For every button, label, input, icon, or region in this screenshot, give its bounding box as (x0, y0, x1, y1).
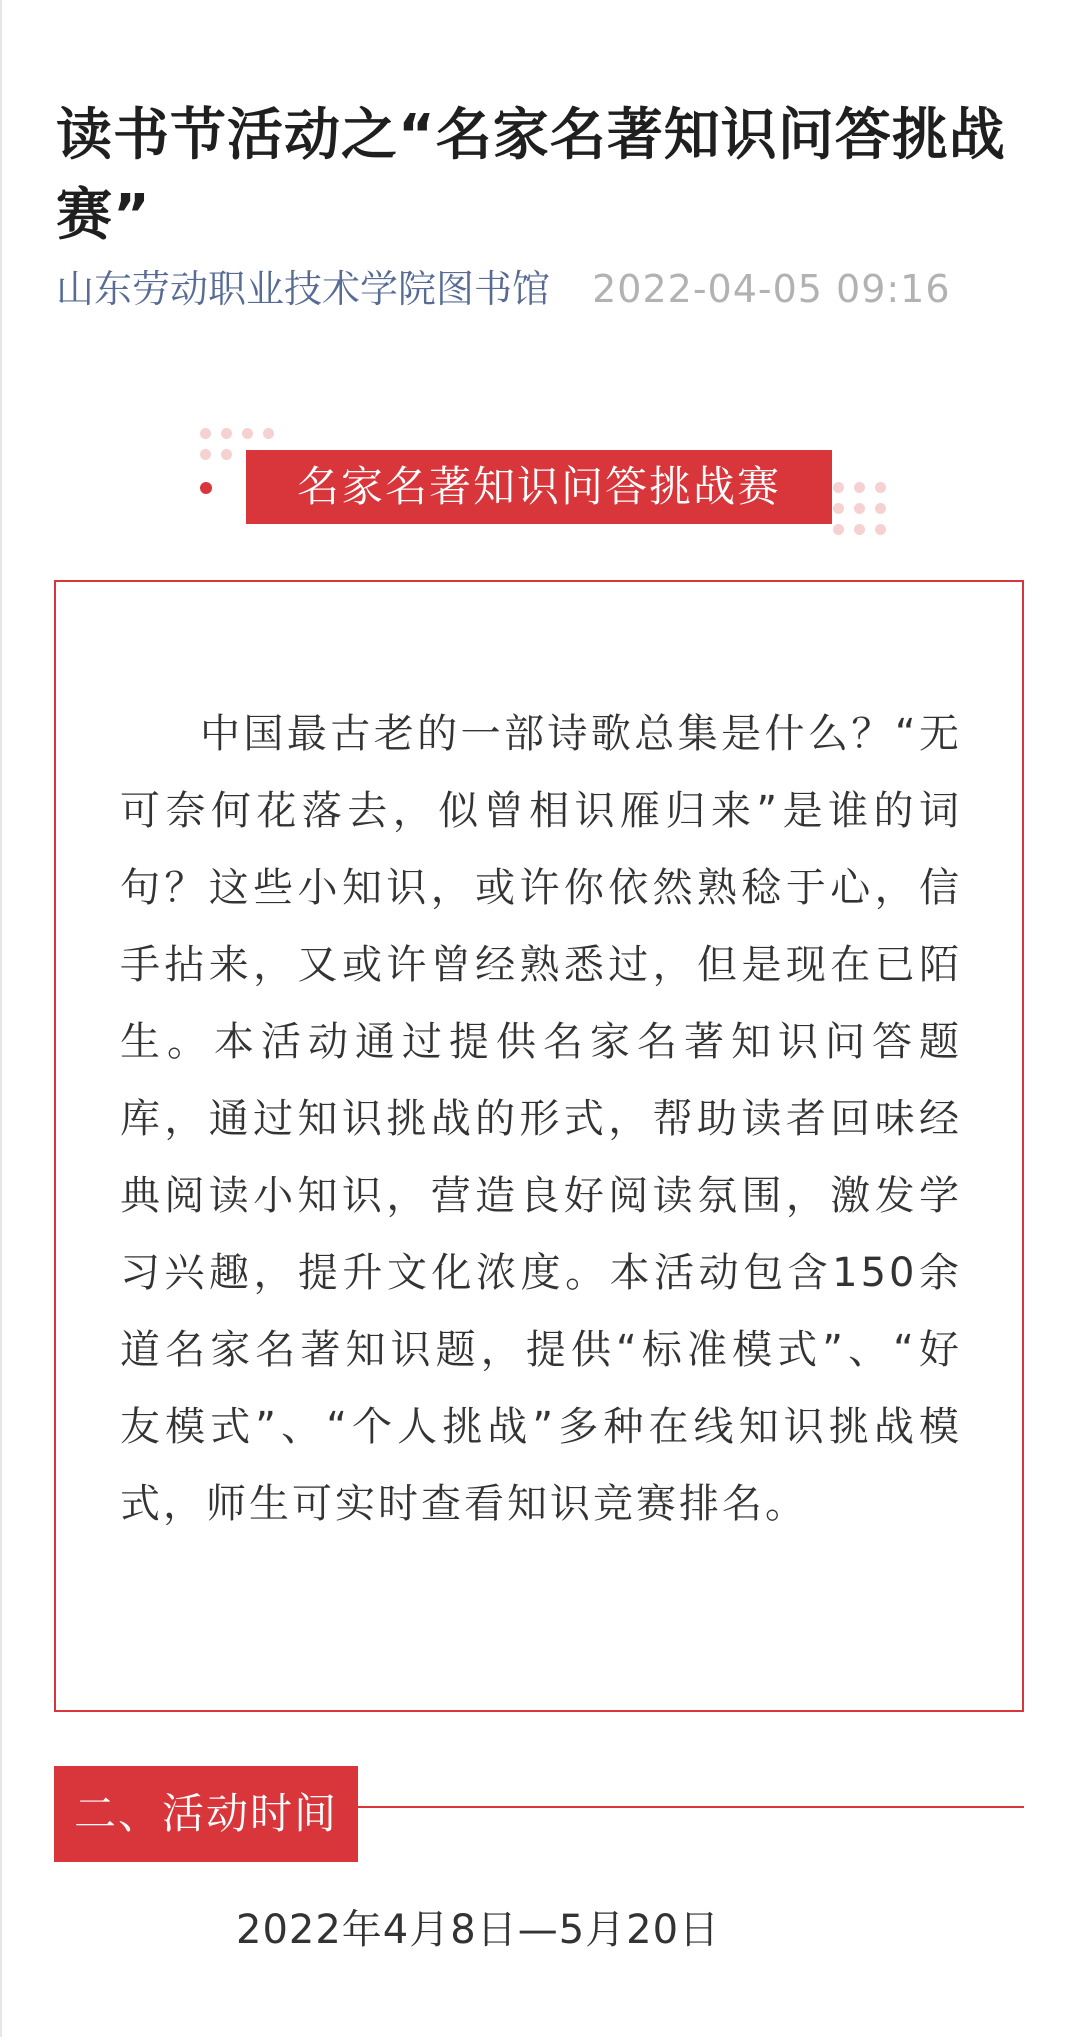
badge-title: 名家名著知识问答挑战赛 (246, 450, 832, 524)
publish-time: 2022-04-05 09:16 (592, 267, 951, 311)
section-badge (196, 424, 886, 544)
page-edge (0, 0, 2, 2037)
decorative-red-dot (200, 482, 212, 494)
section-divider-line (358, 1806, 1024, 1808)
decorative-dots-right (833, 482, 886, 535)
article-title: 读书节活动之“名家名著知识问答挑战赛” (56, 102, 1006, 248)
section-heading-activity-time: 二、活动时间 (54, 1766, 358, 1862)
account-name-link[interactable]: 山东劳动职业技术学院图书馆 (56, 267, 551, 311)
article-meta (56, 262, 951, 316)
activity-time-text: 2022年4月8日—5月20日 (236, 1907, 721, 1953)
intro-box (54, 580, 1024, 1712)
intro-paragraph: 中国最古老的一部诗歌总集是什么？“无可奈何花落去，似曾相识雁归来”是谁的词句？这些小知识，或许你依然熟稔于心，信手拈来，又或许曾经熟悉过，但是现在已陌生。本活动通过提供名家名著知识问答题库，通过知识挑战的形式，帮助读者回味经典阅读小知识，营造良好阅读氛围，激发学习兴趣，提升文化浓度。本活动包含150余道名家名著知识题，提供“标准模式”、“好友模式”、“个人挑战”多种在线知识挑战模式，师生可实时查看知识竞赛排名。 (120, 711, 962, 1527)
